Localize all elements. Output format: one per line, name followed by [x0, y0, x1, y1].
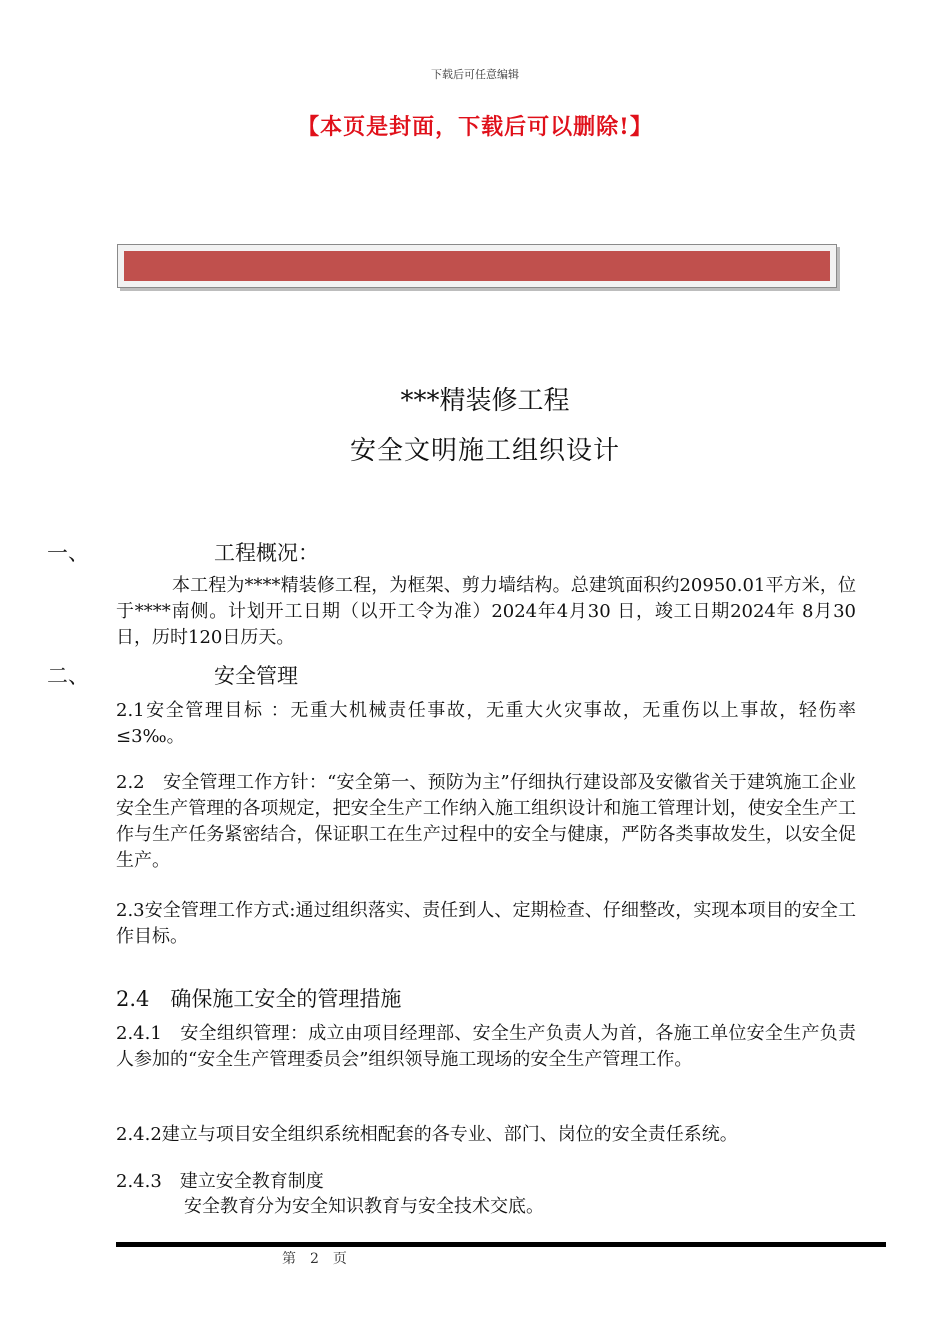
paragraph-2-4-2: 2.4.2建立与项目安全组织系统相配套的各专业、部门、岗位的安全责任系统。 — [116, 1124, 738, 1145]
paragraph-2-3: 2.3安全管理工作方式:通过组织落实、责任到人、定期检查、仔细整改，实现本项目的安全工作目标。 — [116, 900, 856, 947]
paragraph-2-4-1: 2.4.1 安全组织管理：成立由项目经理部、安全生产负责人为首，各施工单位安全生产负责人参加的“安全生产管理委员会”组织领导施工现场的安全生产管理工作。 — [116, 1023, 856, 1070]
decorative-banner — [117, 244, 837, 288]
page-number: 第 2 页 — [282, 1251, 347, 1267]
section-1-paragraph: 本工程为****精装修工程，为框架、剪力墙结构。总建筑面积约20950.01平方米，位于****南侧。计划开工日期（以开工令为准）2024年4月30 日，竣工日期2024年 8月30日，历时120日历天。 — [116, 575, 856, 648]
section-2-title: 安全管理 — [214, 664, 298, 688]
section-1-title: 工程概况： — [214, 541, 319, 565]
cover-notice: 【本页是封面，下载后可以删除!】 — [297, 114, 653, 140]
document-subtitle: 安全文明施工组织设计 — [349, 436, 620, 466]
paragraph-2-4-3-detail: 安全教育分为安全知识教育与安全技术交底。 — [184, 1196, 544, 1217]
banner-fill — [124, 251, 830, 281]
paragraph-2-2: 2.2 安全管理工作方针：“安全第一、预防为主”仔细执行建设部及安徽省关于建筑施工企业安全生产管理的各项规定，把安全生产工作纳入施工组织设计和施工管理计划，使安全生产工作与生产任务紧密结合，保证职工在生产过程中的安全与健康，严防各类事故发生，以安全促生产。 — [116, 772, 856, 871]
section-1-number: 一、 — [47, 541, 89, 565]
footer-rule — [116, 1242, 886, 1247]
heading-2-4: 2.4 确保施工安全的管理措施 — [116, 987, 402, 1011]
paragraph-2-4-3: 2.4.3 建立安全教育制度 — [116, 1171, 324, 1192]
paragraph-2-1: 2.1安全管理目标 ：无重大机械责任事故，无重大火灾事故，无重伤以上事故，轻伤率≤3‰。 — [116, 700, 856, 747]
section-2-number: 二、 — [47, 664, 89, 688]
header-note: 下载后可任意编辑 — [431, 68, 519, 81]
document-title: ***精装修工程 — [400, 386, 570, 416]
